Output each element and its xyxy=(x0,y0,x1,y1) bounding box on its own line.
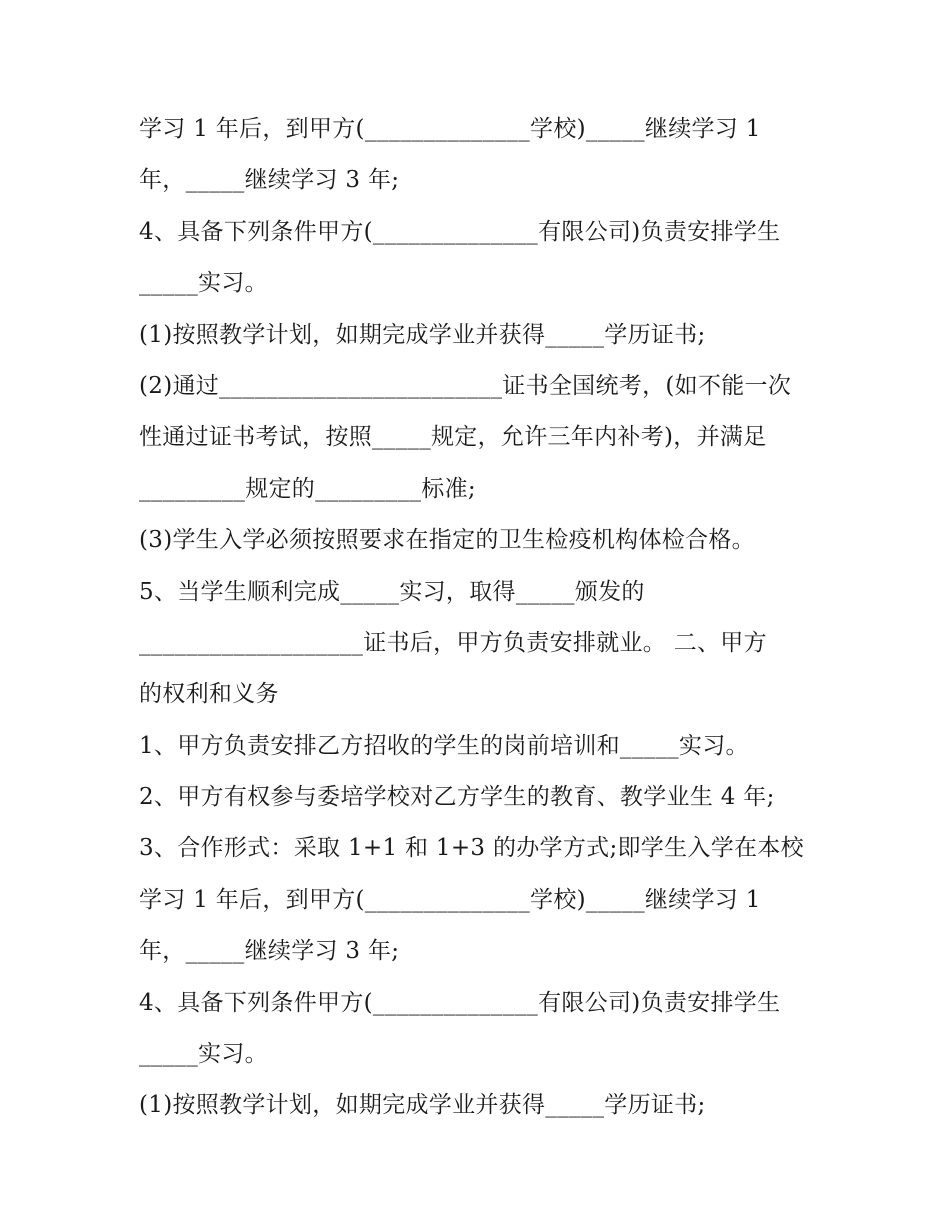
text-line: 1、甲方负责安排乙方招收的学生的岗前培训和_____实习。 xyxy=(139,732,749,759)
text-line: 4、具备下列条件甲方(______________有限公司)负责安排学生 xyxy=(139,989,781,1016)
text-line: (1)按照教学计划，如期完成学业并获得_____学历证书; xyxy=(139,1092,706,1119)
text-line: 4、具备下列条件甲方(______________有限公司)负责安排学生 xyxy=(139,218,781,245)
text-line: 年，_____继续学习 3 年; xyxy=(139,167,400,194)
text-line: 性通过证书考试，按照_____规定，允许三年内补考)，并满足 xyxy=(139,424,767,451)
text-line: _____实习。 xyxy=(139,270,268,297)
text-line: ___________________证书后，甲方负责安排就业。 二、甲方 xyxy=(139,629,767,656)
text-line: 5、当学生顺利完成_____实习，取得_____颁发的 xyxy=(139,578,645,605)
text-line: _________规定的_________标准; xyxy=(139,475,476,502)
text-line: 3、合作形式：采取 1+1 和 1+3 的办学方式;即学生入学在本校 xyxy=(139,835,804,862)
section-heading-line: 的权利和义务 xyxy=(139,681,279,708)
text-line: 学习 1 年后，到甲方(______________学校)_____继续学习 1 xyxy=(139,116,761,142)
text-line: 年，_____继续学习 3 年; xyxy=(139,938,400,965)
text-line: _____实习。 xyxy=(139,1041,268,1068)
text-line: 学习 1 年后，到甲方(______________学校)_____继续学习 1 xyxy=(139,886,761,913)
text-line: (2)通过________________________证书全国统考，(如不能一次 xyxy=(139,372,792,399)
document-body xyxy=(139,104,819,1132)
text-line: (1)按照教学计划，如期完成学业并获得_____学历证书; xyxy=(139,321,706,348)
text-line: (3)学生入学必须按照要求在指定的卫生检疫机构体检合格。 xyxy=(139,527,755,554)
text-line: 2、甲方有权参与委培学校对乙方学生的教育、教学业生 4 年; xyxy=(139,784,775,811)
